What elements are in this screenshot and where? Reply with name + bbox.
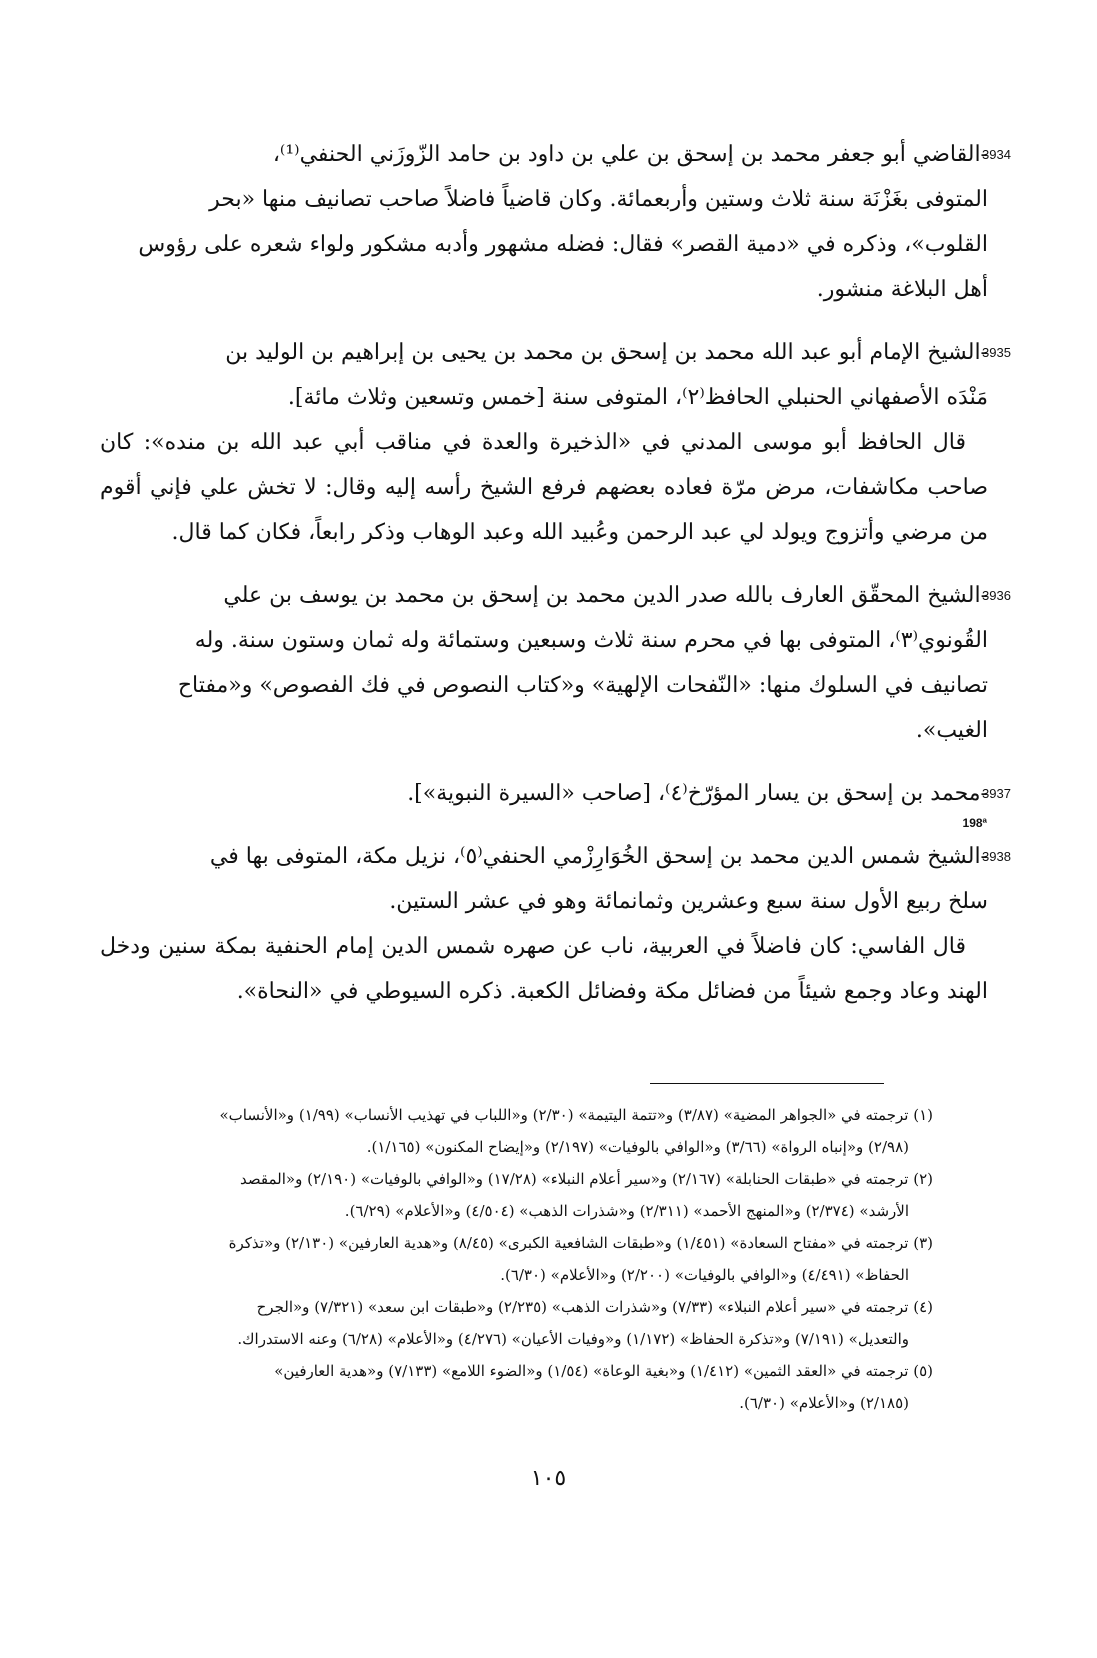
entry-number: 3938 <box>982 849 1011 864</box>
entry-line: المتوفى بغَزْنَة سنة ثلاث وستين وأربعمائة. وكان قاضياً فاضلاً صاحب تصانيف منها «بحر <box>209 187 988 212</box>
entry-number: 3937 <box>982 786 1011 801</box>
entry-line: -القاضي أبو جعفر محمد بن إسحق بن علي بن داود بن حامد الزّوزَني الحنفي⁽¹⁾، <box>272 142 988 167</box>
entry-line: القُونوي⁽٣⁾، المتوفى بها في محرم سنة ثلاث وسبعين وستمائة وله ثمان وستون سنة. وله <box>194 628 988 653</box>
entry-paragraph: قال الحافظ أبو موسى المدني في «الذخيرة والعدة في مناقب أبي عبد الله بن منده»: كان صاحب مكاشفات، مرض مرّة فعاده بعضهم فرفع الشيخ رأسه إليه وقال: لا تخش علي فإني أقوم من مرضي وأتزوج ويولد لي عبد الرحمن وعُبيد الله وعبد الوهاب وذكر رابعاً، فكان كما قال. <box>100 430 988 545</box>
footnote-line: (٢/٩٨) و«إنباه الرواة» (٣/٦٦) و«الوافي بالوفيات» (٢/١٩٧) و«إيضاح المكنون» (١/١٦٥). <box>366 1138 909 1156</box>
entry-line: مَنْدَه الأصفهاني الحنبلي الحافظ⁽٢⁾، المتوفى سنة [خمس وتسعين وثلاث مائة]. <box>287 385 988 410</box>
footnote <box>100 1291 933 1355</box>
footnote-line: (٢) ترجمته في «طبقات الحنابلة» (٢/١٦٧) و«سير أعلام النبلاء» (١٧/٢٨) و«الوافي بالوفيات» (٢/١٩٠) و«المقصد <box>240 1170 933 1188</box>
footnote-line: والتعديل» (٧/١٩١) و«تذكرة الحفاظ» (١/١٧٢) و«وفيات الأعيان» (٤/٢٧٦) و«الأعلام» (٦/٢٨) وعنه الاستدراك. <box>237 1330 909 1348</box>
footnote <box>100 1163 933 1227</box>
entry-3935 <box>100 330 1011 555</box>
footnote-line: (٤) ترجمته في «سير أعلام النبلاء» (٧/٣٣) و«شذرات الذهب» (٢/٢٣٥) و«طبقات ابن سعد» (٧/٣٢١) و«الجرح <box>256 1298 933 1316</box>
footnote-line: الحفاظ» (٤/٤٩١) و«الوافي بالوفيات» (٢/٢٠٠) و«الأعلام» (٦/٣٠). <box>500 1266 909 1284</box>
footnote <box>100 1355 933 1419</box>
entry-3936 <box>100 573 1011 753</box>
page-number: ١٠٥ <box>530 1466 567 1491</box>
entry-line: أهل البلاغة منشور. <box>816 277 988 302</box>
footnote-line: (٢/١٨٥) و«الأعلام» (٦/٣٠). <box>739 1394 909 1412</box>
entry-line: -الشيخ المحقّق العارف بالله صدر الدين محمد بن إسحق بن محمد بن يوسف بن علي <box>223 583 988 608</box>
entry-number: 3934 <box>982 147 1011 162</box>
footnote-divider <box>650 1083 884 1084</box>
footnote <box>100 1099 933 1163</box>
entry-line: تصانيف في السلوك منها: «النّفحات الإلهية» و«كتاب النصوص في فك الفصوص» و«مفتاح <box>177 673 988 698</box>
footnote-line: (٥) ترجمته في «العقد الثمين» (١/٤١٢) و«بغية الوعاة» (١/٥٤) و«الضوء اللامع» (٧/١٣٣) و«هدية العارفين» <box>274 1362 933 1380</box>
footnote-line: (١) ترجمته في «الجواهر المضية» (٣/٨٧) و«تتمة اليتيمة» (٢/٣٠) و«اللباب في تهذيب الأنساب» (١/٩٩) و«الأنساب» <box>219 1106 933 1124</box>
entry-number: 3936 <box>982 588 1011 603</box>
entry-line: -محمد بن إسحق بن يسار المؤرّخ⁽٤⁾، [صاحب «السيرة النبوية»]. <box>407 781 988 806</box>
entry-line: سلخ ربيع الأول سنة سبع وعشرين وثمانمائة وهو في عشر الستين. <box>389 889 988 914</box>
entry-3938 <box>100 834 1011 1014</box>
biography-entries <box>100 132 1011 1032</box>
footnote-line: (٣) ترجمته في «مفتاح السعادة» (١/٤٥١) و«طبقات الشافعية الكبرى» (٨/٤٥) و«هدية العارفين» (٢/١٣٠) و«تذكرة <box>228 1234 933 1252</box>
entry-line: -الشيخ الإمام أبو عبد الله محمد بن إسحق بن محمد بن يحيى بن إبراهيم بن الوليد بن <box>225 340 988 365</box>
footnotes <box>100 1099 933 1419</box>
entry-line: -الشيخ شمس الدين محمد بن إسحق الخُوَارِزْمي الحنفي⁽٥⁾، نزيل مكة، المتوفى بها في <box>209 844 988 869</box>
entry-3934 <box>100 132 1011 312</box>
entry-3937 <box>100 771 1011 816</box>
entry-paragraph: قال الفاسي: كان فاضلاً في العربية، ناب عن صهره شمس الدين إمام الحنفية بمكة سنين ودخل الهند وعاد وجمع شيئاً من فضائل مكة وفضائل الكعبة. ذكره السيوطي في «النحاة». <box>100 934 988 1004</box>
entry-line: القلوب»، وذكره في «دمية القصر» فقال: فضله مشهور وأدبه مشكور ولواء شعره على رؤوس <box>138 232 988 257</box>
entry-line: الغيب». <box>915 718 988 743</box>
footnote <box>100 1227 933 1291</box>
footnote-line: الأرشد» (٢/٣٧٤) و«المنهج الأحمد» (٢/٣١١) و«شذرات الذهب» (٤/٥٠٤) و«الأعلام» (٦/٢٩). <box>344 1202 909 1220</box>
entry-number: 3935 <box>982 345 1011 360</box>
manuscript-folio-marker: 198ª <box>962 816 987 830</box>
